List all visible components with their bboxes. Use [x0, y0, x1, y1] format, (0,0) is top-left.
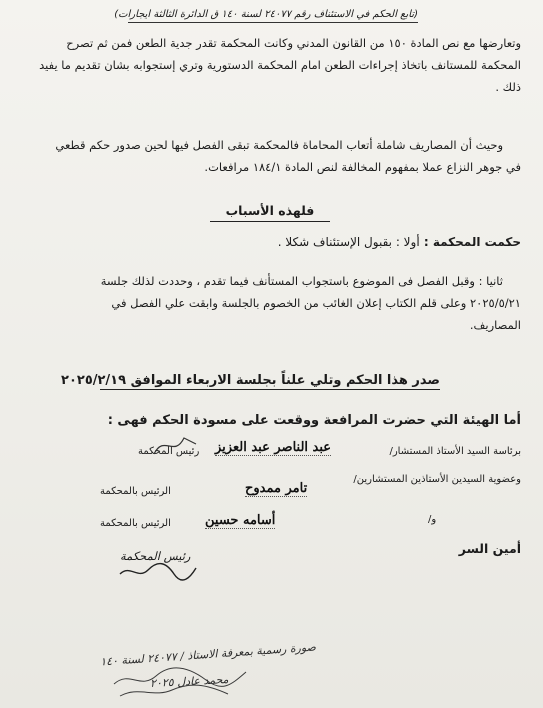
membership-label: وعضوية السيدين الأستاذين المستشارين/ — [353, 474, 521, 485]
reasons-heading: فلهذه الأسباب — [210, 203, 330, 222]
issuance-statement: صدر هذا الحكم وتلي علناً بجلسة الاربعاء الموافق ٢٠٢٥/٢/١٩ — [61, 373, 440, 388]
paragraph-line: في جوهر النزاع عملا بمفهوم المخالفة لنص المادة ١٨٤/١ مرافعات. — [204, 160, 521, 174]
paragraph-line: ثانيا : وقبل الفصل فى الموضوع باستجواب المستأنف فيما تقدم ، وحددت لذلك جلسة — [100, 274, 503, 288]
verdict-first-item: أولا : بقبول الإستئناف شكلا . — [277, 235, 420, 249]
member1-title: الرئيس بالمحكمة — [100, 486, 171, 497]
page-header-caption: (تابع الحكم في الاستئناف رقم ٢٤٠٧٧ لسنة ١٤٠ ق الدائرة الثالثة ايجارات) — [128, 8, 418, 23]
paragraph-line: المحكمة للمستانف باتخاذ إجراءات الطعن امام المحكمة الدستورية وتري إستجوابه بشان تقديم ما يفيد — [39, 58, 521, 72]
member2-prefix: و/ — [428, 514, 437, 525]
paragraph-line: ٢٠٢٥/٥/٢١ وعلى قلم الكتاب إعلان الغائب من الخصوم بالجلسة وابقت علي الفصل في — [111, 296, 521, 310]
paragraph-second-item — [16, 270, 521, 336]
member2-title: الرئيس بالمحكمة — [100, 518, 171, 529]
president-title: رئيس المحكمة — [138, 446, 200, 457]
member1-name-stamp: تامر ممدوح — [245, 481, 308, 496]
paragraph-objection — [16, 32, 521, 98]
handwriting-scribble-icon — [110, 640, 250, 700]
verdict-line — [278, 235, 521, 249]
handwritten-note-2: محمد عادل ٢٠٢٥ — [149, 672, 229, 691]
signature-mark-icon — [150, 430, 200, 460]
handwritten-note-1: صورة رسمية بمعرفة الاستاذ / ٢٤٠٧٧ لسنة ١٤٠ — [99, 640, 317, 669]
member2-name-stamp: أسامه حسين — [205, 513, 276, 528]
paragraph-line: وحيث أن المصاريف شاملة أتعاب المحاماة فالمحكمة تبقى الفصل فيها لحين صدور حكم قطعي — [55, 138, 503, 152]
paragraph-expenses — [16, 134, 521, 178]
paragraph-line: المصاريف. — [469, 318, 521, 332]
paragraph-line: ذلك . — [495, 80, 521, 94]
presidency-label: برئاسة السيد الأستاذ المستشار/ — [389, 446, 521, 457]
court-president-label: رئيس المحكمة — [120, 549, 191, 563]
verdict-label: حكمت المحكمة : — [423, 235, 521, 249]
signature-scribble-icon — [118, 560, 198, 582]
panel-intro: أما الهيئة التي حضرت المرافعة ووقعت على مسودة الحكم فهى : — [107, 413, 521, 428]
president-name-stamp: عبد الناصر عبد العزيز — [215, 440, 332, 455]
paragraph-line: وتعارضها مع نص المادة ١٥٠ من القانون المدني وكانت المحكمة تقدر جدية الطعن فمن ثم تصرح — [66, 36, 521, 50]
secretary-label: أمين السر — [458, 541, 521, 556]
